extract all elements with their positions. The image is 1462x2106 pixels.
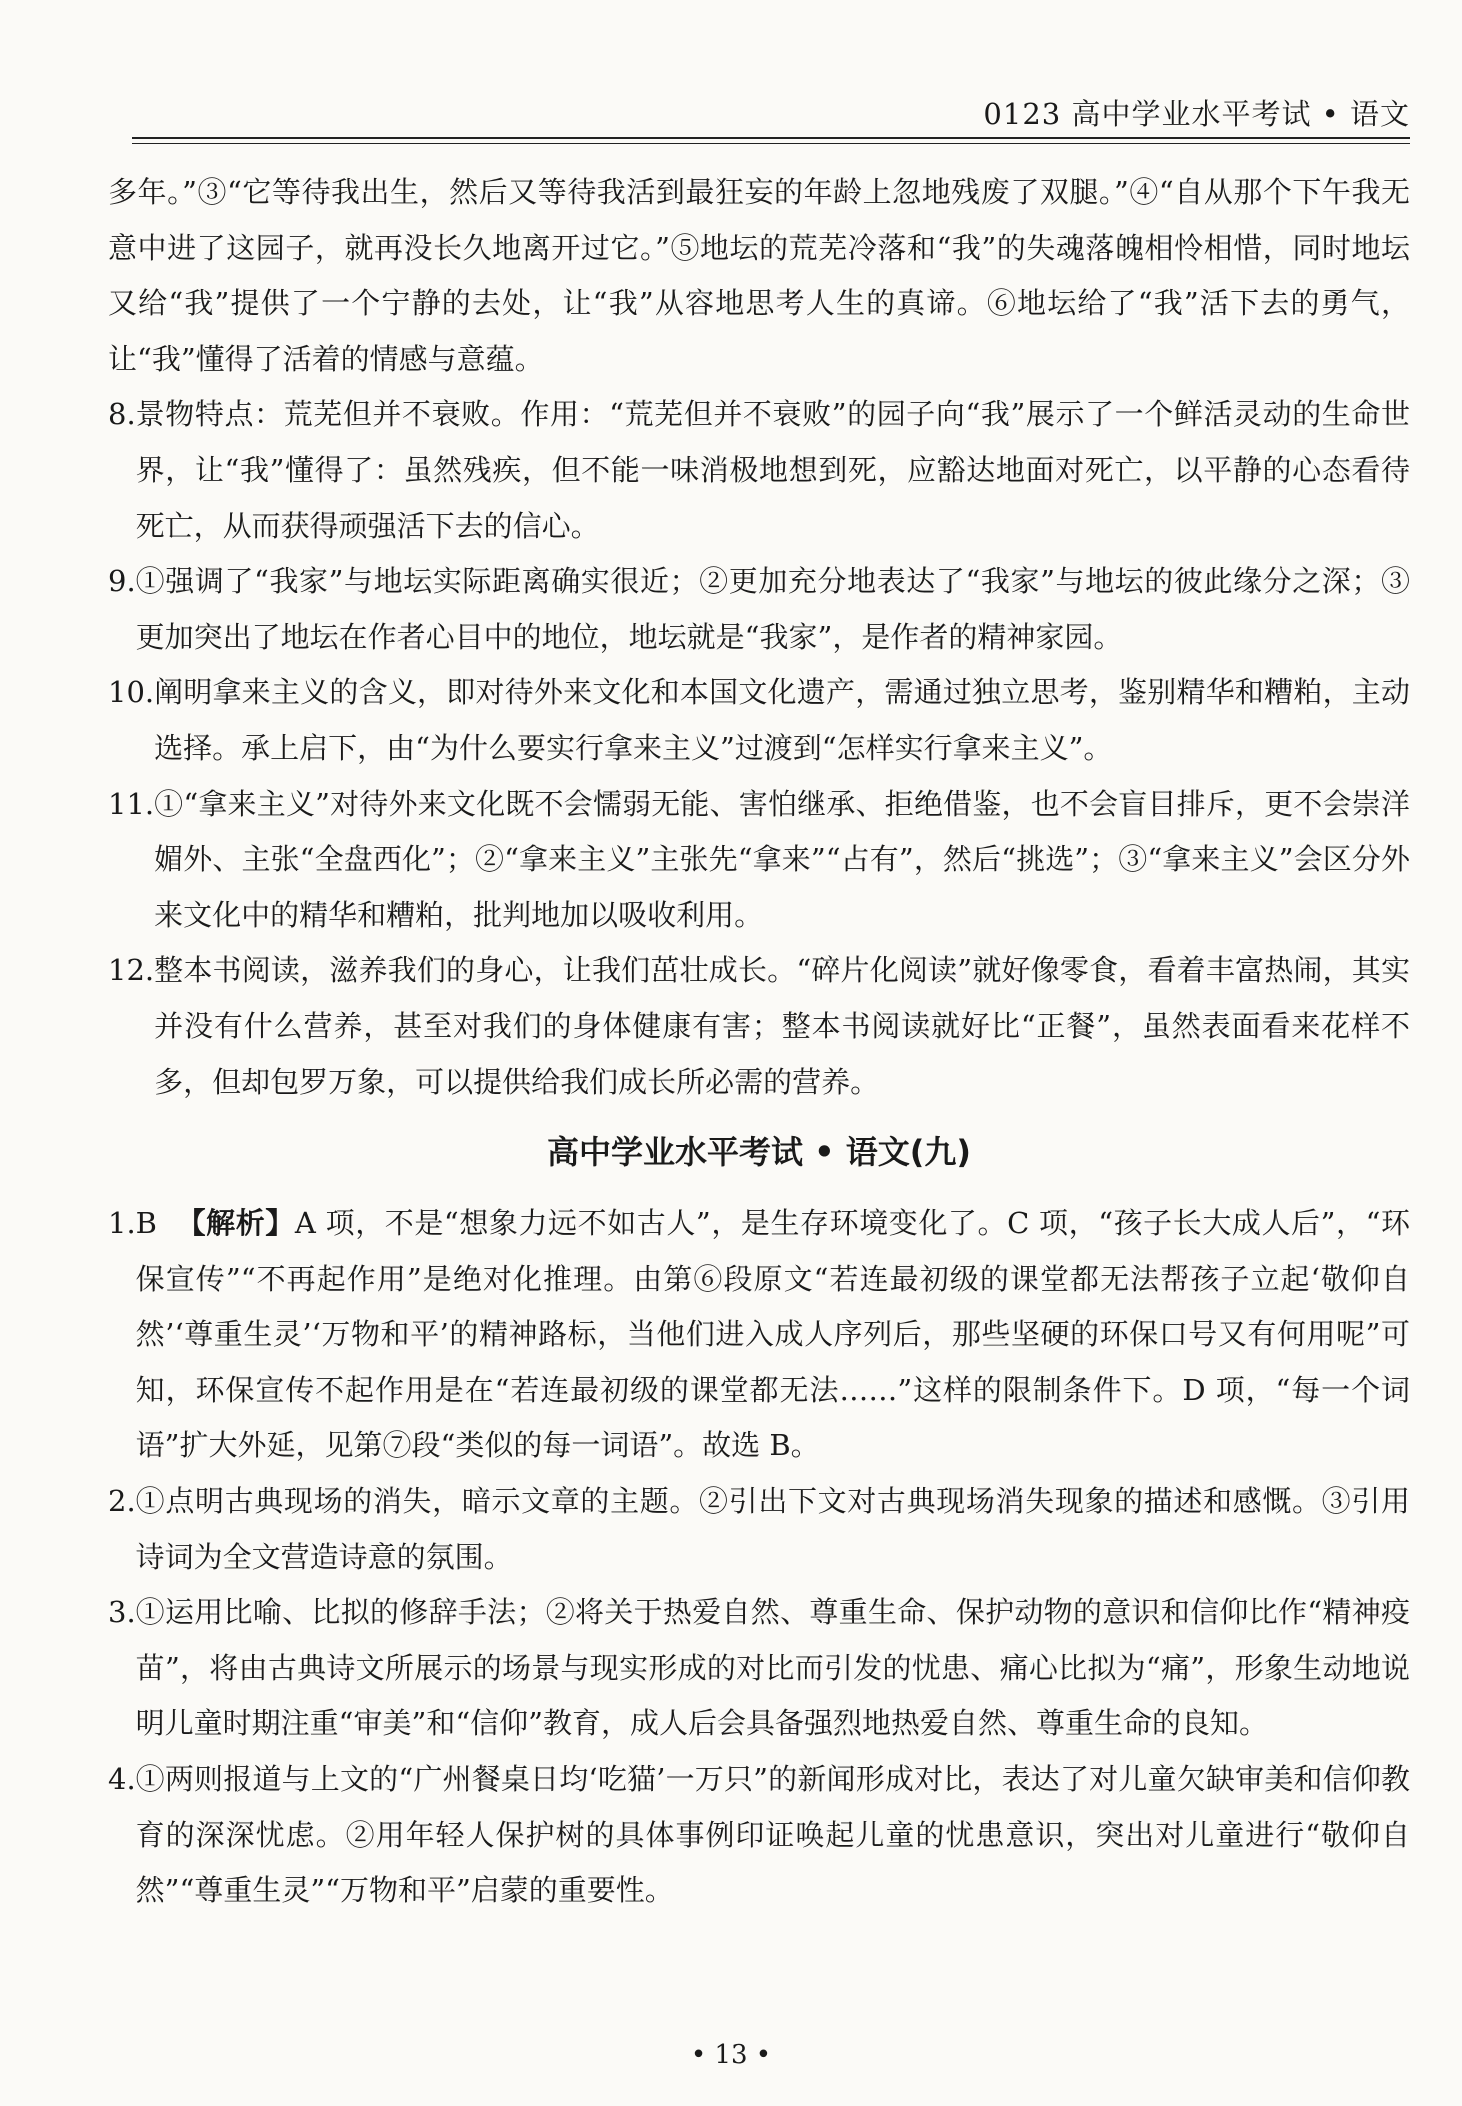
item-text (136, 1196, 1410, 1474)
running-header: 0123 高中学业水平考试 • 语文 (983, 97, 1410, 131)
analysis-tag: 【解析】 (176, 1206, 295, 1241)
item-text: ①运用比喻、比拟的修辞手法；②将关于热爱自然、尊重生命、保护动物的意识和信仰比作“精神疫苗”，将由古典诗文所展示的场景与现实形成的对比而引发的忧患、痛心比拟为“痛”，形象生动地说明儿童时期注重“审美”和“信仰”教育，成人后会具备强烈地热爱自然、尊重生命的良知。 (135, 1595, 1410, 1741)
item-text: ①“拿来主义”对待外来文化既不会懦弱无能、害怕继承、拒绝借鉴，也不会盲目排斥，更不会崇洋媚外、主张“全盘西化”；②“拿来主义”主张先“拿来”“占有”，然后“挑选”；③“拿来主义”会区分外来文化中的精华和糟粕，批判地加以吸收利用。 (154, 786, 1410, 932)
item-text: 阐明拿来主义的含义，即对待外来文化和本国文化遗产，需通过独立思考，鉴别精华和糟粕，主动选择。承上启下，由“为什么要实行拿来主义”过渡到“怎样实行拿来主义”。 (154, 675, 1410, 765)
answer-item-9 (108, 554, 1410, 665)
item-number: 2. (108, 1484, 136, 1519)
item-number: 3. (108, 1595, 136, 1630)
item-text: ①两则报道与上文的“广州餐桌日均‘吃猫’一万只”的新闻形成对比，表达了对儿童欠缺审美和信仰教育的深深忧虑。②用年轻人保护树的具体事例印证唤起儿童的忧患意识，突出对儿童进行“敬仰自然”“尊重生灵”“万物和平”启蒙的重要性。 (135, 1762, 1410, 1908)
page-number: • 13 • (690, 2040, 772, 2070)
continued-answer-text: 多年。”③“它等待我出生，然后又等待我活到最狂妄的年龄上忽地残废了双腿。”④“自从那个下午我无意中进了这园子，就再没长久地离开过它。”⑤地坛的荒芜冷落和“我”的失魂落魄相怜相惜，同时地坛又给“我”提供了一个宁静的去处，让“我”从容地思考人生的真谛。⑥地坛给了“我”活下去的勇气，让“我”懂得了活着的情感与意蕴。 (108, 175, 1410, 376)
answer-item-10 (108, 665, 1410, 776)
item-number: 1. (108, 1206, 136, 1241)
header-rule-thick (132, 137, 1410, 139)
answer-item-3 (108, 1585, 1410, 1752)
answer-item-11 (108, 777, 1410, 944)
header-rule-thin (132, 143, 1410, 144)
item-text: 整本书阅读，滋养我们的身心，让我们茁壮成长。“碎片化阅读”就好像零食，看着丰富热闹，其实并没有什么营养，甚至对我们的身体健康有害；整本书阅读就好比“正餐”，虽然表面看来花样不多，但却包罗万象，可以提供给我们成长所必需的营养。 (154, 953, 1410, 1099)
item-number: 11. (108, 786, 155, 821)
answer-item-2 (108, 1474, 1410, 1585)
item-number: 9. (108, 564, 136, 599)
item-number: 10. (108, 675, 155, 710)
item-text: 景物特点：荒芜但并不衰败。作用：“荒芜但并不衰败”的园子向“我”展示了一个鲜活灵动的生命世界，让“我”懂得了：虽然残疾，但不能一味消极地想到死，应豁达地面对死亡，以平静的心态看待死亡，从而获得顽强活下去的信心。 (135, 397, 1410, 543)
item-number: 12. (108, 953, 155, 988)
answer-choice: B (135, 1206, 157, 1241)
answer-item-4 (108, 1752, 1410, 1919)
answer-item-8 (108, 387, 1410, 554)
item-number: 4. (108, 1762, 136, 1797)
section-title: 高中学业水平考试 • 语文(九) (547, 1133, 971, 1172)
item-text: ①点明古典现场的消失，暗示文章的主题。②引出下文对古典现场消失现象的描述和感慨。③引用诗词为全文营造诗意的氛围。 (135, 1484, 1410, 1574)
answer-item-12 (108, 943, 1410, 1110)
analysis-text: A 项，不是“想象力远不如古人”，是生存环境变化了。C 项，“孩子长大成人后”，“环保宣传”“不再起作用”是绝对化推理。由第⑥段原文“若连最初级的课堂都无法帮孩子立起‘敬仰自然’‘尊重生灵’‘万物和平’的精神路标，当他们进入成人序列后，那些坚硬的环保口号又有何用呢”可知，环保宣传不起作用是在“若连最初级的课堂都无法……”这样的限制条件下。D 项，“每一个词语”扩大外延，见第⑦段“类似的每一词语”。故选 B。 (135, 1206, 1411, 1463)
item-number: 8. (108, 397, 136, 432)
answer-item-1 (108, 1196, 1410, 1474)
item-text: ①强调了“我家”与地坛实际距离确实很近；②更加充分地表达了“我家”与地坛的彼此缘分之深；③更加突出了地坛在作者心目中的地位，地坛就是“我家”，是作者的精神家园。 (135, 564, 1410, 654)
main-content (108, 165, 1410, 1919)
